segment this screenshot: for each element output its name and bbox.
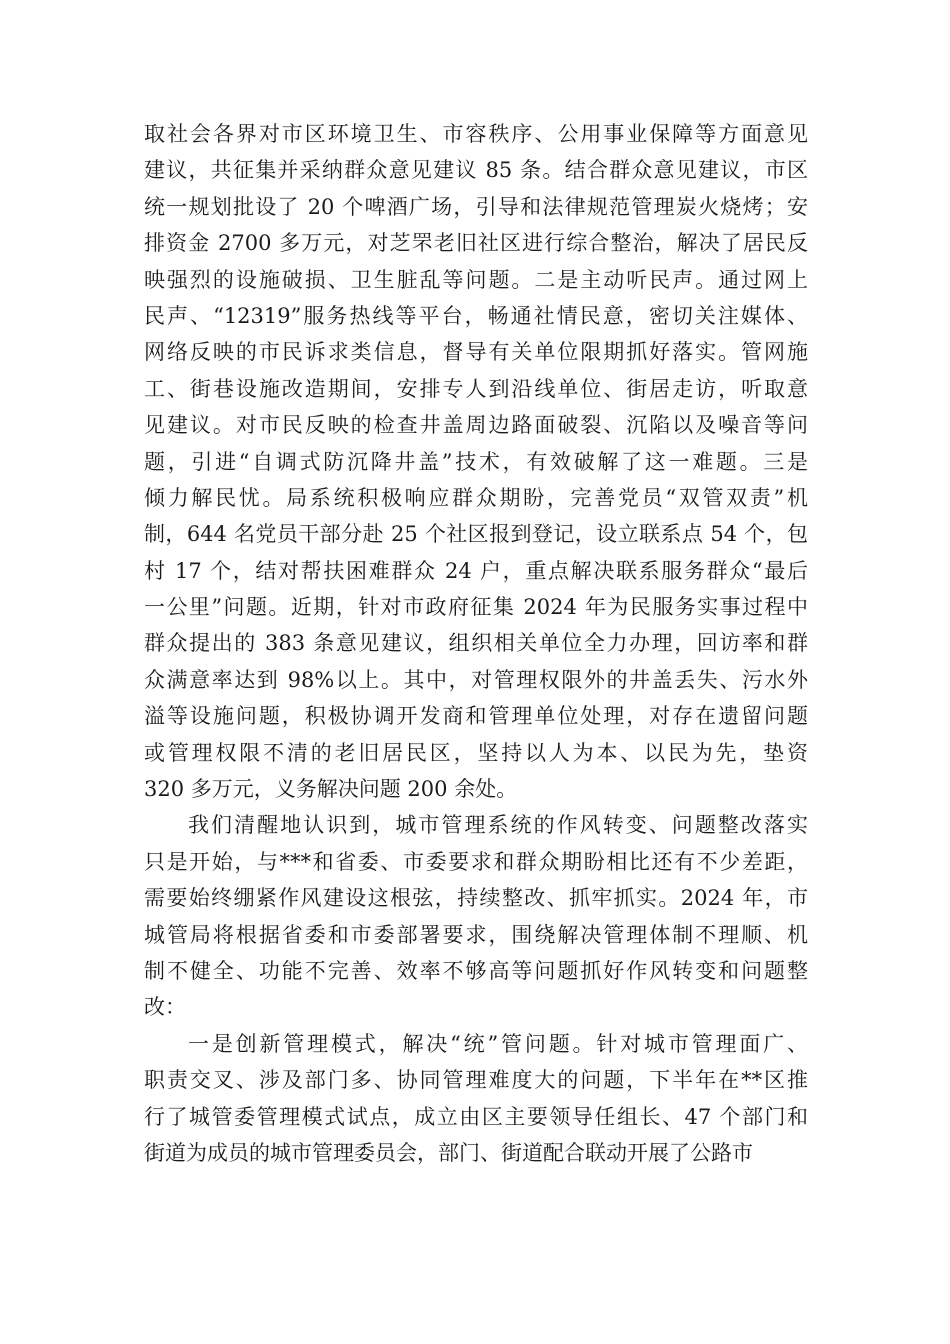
- text-line: 工、街巷设施改造期间，安排专人到沿线单位、街居走访，听取意: [144, 376, 808, 401]
- paragraph-p1: [144, 116, 808, 807]
- text-line: 民声、“12319”服务热线等平台，畅通社情民意，密切关注媒体、: [144, 303, 808, 328]
- text-line: 排资金 2700 多万元，对芝罘老旧社区进行综合整治，解决了居民反: [144, 231, 808, 256]
- paragraph-p3: [144, 1026, 808, 1172]
- text-line: 街道为成员的城市管理委员会，部门、街道配合联动开展了公路市: [144, 1140, 753, 1165]
- body-text: [144, 116, 808, 1171]
- text-line: 倾力解民忧。局系统积极响应群众期盼，完善党员“双管双责”机: [144, 485, 808, 510]
- text-line: 只是开始，与***和省委、市委要求和群众期盼相比还有不少差距，: [144, 849, 808, 874]
- text-line: 需要始终绷紧作风建设这根弦，持续整改、抓牢抓实。2024 年，市: [144, 886, 808, 911]
- text-line: 村 17 个，结对帮扶困难群众 24 户，重点解决联系服务群众“最后: [144, 558, 808, 583]
- text-line: 320 多万元，义务解决问题 200 余处。: [144, 777, 518, 802]
- text-line: 群众提出的 383 条意见建议，组织相关单位全力办理，回访率和群: [144, 631, 808, 656]
- text-line: 制不健全、功能不完善、效率不够高等问题抓好作风转变和问题整: [144, 958, 808, 983]
- text-line: 取社会各界对市区环境卫生、市容秩序、公用事业保障等方面意见: [144, 122, 808, 146]
- text-line: 城管局将根据省委和市委部署要求，围绕解决管理体制不理顺、机: [144, 922, 808, 947]
- text-line: 众满意率达到 98%以上。其中，对管理权限外的井盖丢失、污水外: [144, 667, 808, 692]
- text-line: 见建议。对市民反映的检查井盖周边路面破裂、沉陷以及噪音等问: [144, 413, 808, 438]
- text-line: 一是创新管理模式，解决“统”管问题。针对城市管理面广、: [188, 1031, 808, 1056]
- text-line: 一公里”问题。近期，针对市政府征集 2024 年为民服务实事过程中: [144, 595, 808, 620]
- text-line: 统一规划批设了 20 个啤酒广场，引导和法律规范管理炭火烧烤；安: [144, 194, 808, 219]
- text-line: 网络反映的市民诉求类信息，督导有关单位限期抓好落实。管网施: [144, 340, 808, 365]
- text-line: 制，644 名党员干部分赴 25 个社区报到登记，设立联系点 54 个，包: [144, 522, 808, 547]
- text-line: 题，引进“自调式防沉降井盖”技术，有效破解了这一难题。三是: [144, 449, 808, 474]
- text-line: 映强烈的设施破损、卫生脏乱等问题。二是主动听民声。通过网上: [144, 267, 808, 292]
- text-line: 职责交叉、涉及部门多、协同管理难度大的问题，下半年在**区推: [144, 1068, 808, 1093]
- text-line: 行了城管委管理模式试点，成立由区主要领导任组长、47 个部门和: [144, 1104, 808, 1129]
- text-line: 溢等设施问题，积极协调开发商和管理单位处理，对存在遗留问题: [144, 704, 808, 729]
- paragraph-p2: [144, 807, 808, 1025]
- text-line: 改：: [144, 995, 186, 1020]
- text-line: 或管理权限不清的老旧居民区，坚持以人为本、以民为先，垫资: [144, 740, 808, 765]
- text-line: 建议，共征集并采纳群众意见建议 85 条。结合群众意见建议，市区: [144, 158, 808, 183]
- text-line: 我们清醒地认识到，城市管理系统的作风转变、问题整改落实: [188, 813, 808, 838]
